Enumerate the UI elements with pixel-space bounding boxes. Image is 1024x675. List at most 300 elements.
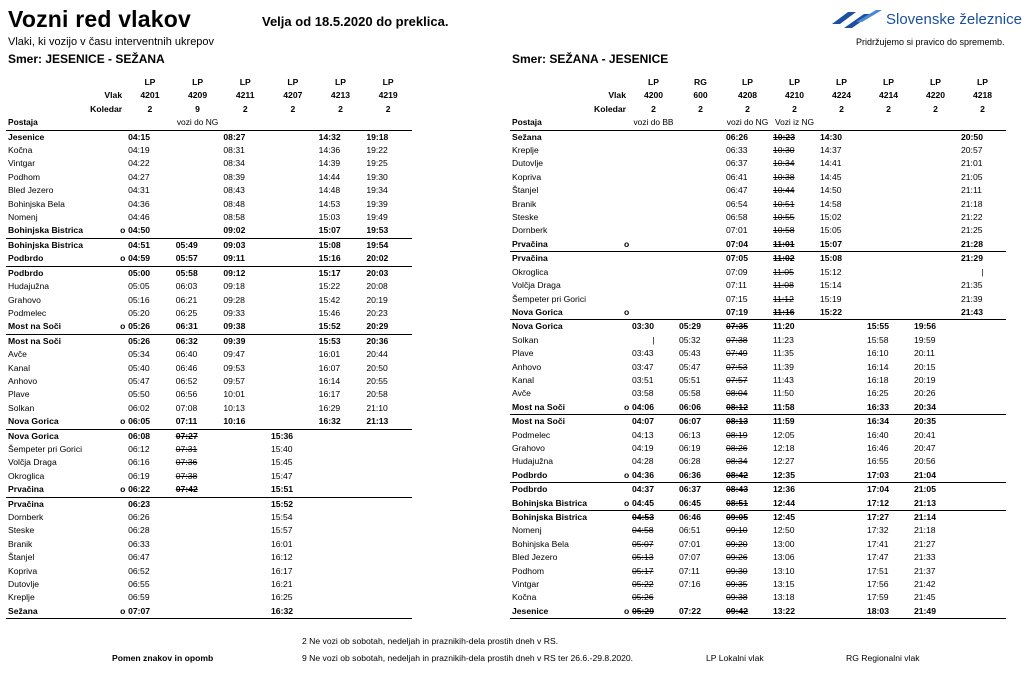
time-cell	[959, 469, 1006, 483]
time-value: 05:00	[128, 267, 151, 278]
cancelled-time: 08:04	[726, 388, 748, 399]
cancelled-time: 10:58	[773, 225, 795, 236]
table-row	[510, 293, 1006, 306]
time-value: 05:40	[128, 362, 150, 373]
station-name: Bohinjska Bela	[512, 538, 569, 549]
time-cell	[126, 415, 174, 429]
time-value: 07:11	[679, 565, 700, 576]
train-note: vozi do NG	[174, 116, 222, 130]
time-cell	[174, 443, 222, 456]
cancelled-time: 05:22	[632, 579, 654, 590]
time-cell	[818, 144, 865, 157]
station-name: Bled Jezero	[512, 552, 558, 563]
time-cell	[865, 144, 912, 157]
time-cell	[364, 538, 412, 551]
time-cell	[912, 266, 959, 279]
time-cell	[959, 483, 1006, 497]
time-value: 06:47	[726, 185, 748, 196]
table-row	[510, 130, 1006, 144]
time-value: 20:08	[366, 281, 388, 292]
time-value: 21:35	[961, 280, 983, 291]
footnote-9: 9 Ne vozi ob sobotah, nedeljah in praznikih-dela prostih dneh v RS ter 26.6.-29.8.2020.	[302, 653, 634, 663]
cancelled-time: 10:55	[773, 212, 795, 223]
table-row	[6, 184, 412, 197]
time-value: 06:40	[175, 349, 198, 360]
time-cell	[959, 347, 1006, 360]
time-value: 07:01	[726, 225, 748, 236]
time-cell	[317, 551, 365, 564]
time-cell	[912, 293, 959, 306]
station-name: Nomenj	[512, 525, 542, 536]
time-cell	[221, 157, 269, 170]
time-cell	[269, 252, 317, 266]
cancelled-time: 07:49	[726, 348, 748, 359]
cancelled-time: 04:58	[632, 525, 654, 536]
time-cell	[630, 157, 677, 170]
arrival-marker	[622, 524, 630, 537]
time-cell	[959, 361, 1006, 374]
time-cell	[959, 591, 1006, 604]
time-value: 15:47	[271, 470, 293, 481]
table-row	[510, 524, 1006, 537]
time-cell	[317, 362, 365, 375]
time-value: 20:15	[914, 361, 936, 372]
time-cell	[912, 238, 959, 252]
time-value: 06:52	[128, 565, 150, 576]
time-value: 14:50	[820, 185, 842, 196]
time-cell	[269, 578, 317, 591]
time-cell	[818, 347, 865, 360]
time-value: 15:05	[820, 225, 842, 236]
time-cell	[912, 455, 959, 468]
time-cell	[221, 565, 269, 578]
train-note	[677, 116, 724, 130]
station-name: Kočna	[512, 592, 537, 603]
train-note	[364, 116, 412, 130]
time-value: 04:19	[632, 442, 654, 453]
station-name: Most na Soči	[6, 320, 118, 334]
arrival-marker	[622, 266, 630, 279]
time-value: 06:28	[128, 525, 150, 536]
time-cell	[818, 524, 865, 537]
time-cell	[221, 497, 269, 511]
time-value: 19:54	[366, 239, 389, 250]
table-row	[6, 266, 412, 280]
cancelled-time: 05:07	[632, 538, 654, 549]
time-cell	[677, 361, 724, 374]
table-row	[6, 144, 412, 157]
time-cell	[818, 130, 865, 144]
time-cell	[724, 605, 771, 619]
time-cell	[771, 524, 818, 537]
time-cell	[912, 198, 959, 211]
cancelled-time: 10:51	[773, 198, 795, 209]
time-cell	[818, 387, 865, 400]
time-value: 20:57	[961, 145, 983, 156]
cancelled-time: 07:57	[726, 374, 748, 385]
arrival-marker: o	[622, 497, 630, 511]
time-cell	[317, 443, 365, 456]
time-cell	[174, 415, 222, 429]
time-value: 15:36	[271, 430, 294, 441]
time-cell	[959, 387, 1006, 400]
time-cell	[865, 497, 912, 511]
header-train-number-cell: 600	[693, 90, 708, 101]
time-value: 20:34	[914, 401, 936, 412]
station-name: Dutovlje	[8, 579, 40, 590]
station-name: Sežana	[6, 605, 118, 619]
time-cell	[269, 565, 317, 578]
header-station-notes	[6, 116, 412, 130]
time-value: 07:11	[175, 416, 198, 427]
time-cell	[912, 511, 959, 525]
arrival-marker	[622, 591, 630, 604]
time-cell	[818, 157, 865, 170]
time-cell	[771, 387, 818, 400]
header-train-number-cell: 4207	[283, 90, 303, 101]
time-cell	[221, 198, 269, 211]
header-train-number-cell: 4209	[188, 90, 208, 101]
cancelled-time: 08:43	[726, 484, 748, 495]
table-row	[6, 538, 412, 551]
time-cell	[912, 320, 959, 334]
table-row	[6, 402, 412, 415]
arrival-marker: o	[622, 469, 630, 483]
station-name: Kanal	[512, 374, 534, 385]
time-value: 09:18	[223, 281, 245, 292]
time-value: 15:16	[318, 253, 341, 264]
time-cell	[317, 157, 365, 170]
header-calendar-cell: 2	[338, 103, 343, 114]
validity-note: Velja od 18.5.2020 do preklica.	[262, 14, 449, 29]
header-train-number-cell: 4214	[878, 90, 899, 101]
time-cell	[126, 144, 174, 157]
time-cell	[269, 348, 317, 361]
station-name: Solkan	[8, 402, 35, 413]
time-value: 16:17	[318, 389, 341, 400]
time-cell	[818, 415, 865, 429]
time-cell	[724, 334, 771, 347]
time-cell	[771, 497, 818, 511]
time-cell	[912, 483, 959, 497]
time-cell	[818, 455, 865, 468]
time-cell	[630, 511, 677, 525]
time-cell	[174, 605, 222, 619]
time-cell	[630, 591, 677, 604]
station-name: Vintgar	[512, 579, 540, 590]
time-cell	[126, 578, 174, 591]
time-cell	[126, 456, 174, 469]
time-cell	[221, 443, 269, 456]
time-value: 21:29	[961, 253, 983, 264]
time-cell	[126, 184, 174, 197]
cancelled-time: 08:26	[726, 442, 748, 453]
header-train-type-cell: LP	[382, 77, 394, 87]
time-value: 17:12	[867, 497, 889, 508]
time-value: 16:14	[318, 375, 341, 386]
time-cell	[771, 157, 818, 170]
time-cell	[630, 266, 677, 279]
time-cell	[317, 538, 365, 551]
header-train-number-cell: 4201	[140, 90, 160, 101]
time-cell	[724, 347, 771, 360]
time-cell	[771, 401, 818, 415]
direction-left: Smer: JESENICE - SEŽANA	[8, 52, 165, 66]
time-value: 21:14	[914, 512, 936, 522]
time-value: 07:08	[175, 402, 198, 413]
station-name: Bohinjska Bistrica	[512, 512, 587, 522]
time-value: 17:27	[867, 512, 889, 522]
time-cell	[771, 551, 818, 564]
time-cell	[724, 538, 771, 551]
time-value: 06:08	[128, 430, 151, 441]
time-cell	[174, 511, 222, 524]
station-name: Anhovo	[8, 375, 38, 386]
time-value: 10:01	[223, 389, 245, 400]
time-cell	[221, 211, 269, 224]
time-value: 16:55	[867, 456, 889, 467]
time-cell	[269, 429, 317, 443]
table-row	[6, 157, 412, 170]
time-cell	[865, 171, 912, 184]
time-cell	[724, 238, 771, 252]
postaja-label: Postaja	[6, 116, 126, 130]
time-value: 07:16	[679, 579, 701, 590]
time-cell	[630, 551, 677, 564]
time-value: 17:56	[867, 579, 889, 590]
time-cell	[865, 320, 912, 334]
time-value: 03:51	[632, 374, 654, 385]
cancelled-time: 07:53	[726, 361, 748, 372]
time-cell	[818, 497, 865, 511]
time-cell	[865, 565, 912, 578]
time-cell	[818, 578, 865, 591]
arrival-marker	[118, 565, 126, 578]
time-cell	[677, 591, 724, 604]
table-row	[6, 348, 412, 361]
time-cell	[126, 538, 174, 551]
train-note	[317, 116, 365, 130]
time-cell	[771, 198, 818, 211]
time-cell	[724, 511, 771, 525]
time-value: 20:19	[914, 374, 936, 385]
time-cell	[174, 578, 222, 591]
arrival-marker	[118, 280, 126, 293]
time-cell	[364, 591, 412, 604]
time-cell	[630, 320, 677, 334]
train-note: vozi do BB	[630, 116, 677, 130]
time-value: 12:44	[773, 497, 795, 508]
time-value: 07:11	[726, 280, 747, 291]
time-cell	[912, 497, 959, 511]
table-row	[510, 361, 1006, 374]
time-value: 06:26	[128, 512, 150, 522]
time-value: 04:50	[128, 225, 151, 236]
cancelled-time: 10:44	[773, 185, 795, 196]
table-row	[6, 171, 412, 184]
cancelled-time: 11:16	[773, 306, 795, 317]
arrival-marker	[622, 442, 630, 455]
time-cell	[630, 578, 677, 591]
time-cell	[677, 224, 724, 237]
time-cell	[959, 320, 1006, 334]
time-cell	[174, 266, 222, 280]
cancelled-time: 09:35	[726, 579, 748, 590]
time-cell	[771, 429, 818, 442]
station-name: Bled Jezero	[8, 185, 54, 196]
time-cell	[317, 605, 365, 619]
time-value: 09:57	[223, 375, 245, 386]
time-value: 08:34	[223, 158, 245, 169]
time-value: 17:04	[867, 484, 889, 495]
time-value: 18:03	[867, 605, 889, 616]
time-value: 04:51	[128, 239, 151, 250]
time-cell	[364, 402, 412, 415]
time-cell	[364, 605, 412, 619]
time-cell	[317, 456, 365, 469]
header-calendar-cell: 2	[933, 103, 938, 114]
time-value: 06:56	[175, 389, 198, 400]
time-value: 12:45	[773, 512, 795, 522]
time-value: 12:18	[773, 442, 795, 453]
time-cell	[364, 443, 412, 456]
time-value: 21:18	[914, 525, 936, 536]
arrival-marker	[622, 565, 630, 578]
arrival-marker: o	[622, 306, 630, 320]
time-cell	[724, 483, 771, 497]
time-value: 20:23	[366, 307, 388, 318]
table-row	[510, 144, 1006, 157]
time-value: 16:34	[867, 416, 889, 427]
time-value: 16:01	[318, 349, 341, 360]
time-value: 06:19	[679, 442, 701, 453]
time-cell	[959, 497, 1006, 511]
time-cell	[677, 387, 724, 400]
table-row	[510, 347, 1006, 360]
time-cell	[771, 469, 818, 483]
time-cell	[677, 171, 724, 184]
time-cell	[174, 320, 222, 334]
time-cell	[818, 429, 865, 442]
header-train-type-cell: LP	[287, 77, 299, 87]
time-cell	[221, 415, 269, 429]
time-cell	[221, 348, 269, 361]
table-row	[6, 224, 412, 238]
time-cell	[221, 334, 269, 348]
station-name: Anhovo	[512, 361, 542, 372]
time-value: 05:58	[175, 267, 198, 278]
time-value: 03:58	[632, 388, 654, 399]
time-cell	[221, 144, 269, 157]
arrival-marker	[622, 578, 630, 591]
time-cell	[126, 238, 174, 252]
time-value: 19:53	[366, 225, 389, 236]
time-value: 16:01	[271, 538, 293, 549]
time-cell	[677, 565, 724, 578]
time-value: 04:27	[128, 171, 150, 182]
time-cell	[269, 497, 317, 511]
table-row	[510, 605, 1006, 619]
arrival-marker	[622, 320, 630, 334]
time-value: 13:18	[773, 592, 795, 603]
time-cell	[865, 578, 912, 591]
time-cell	[818, 511, 865, 525]
time-value: 12:05	[773, 429, 795, 440]
time-cell	[865, 605, 912, 619]
time-cell	[126, 497, 174, 511]
arrival-marker	[622, 293, 630, 306]
station-name: Šempeter pri Gorici	[512, 293, 587, 304]
station-name: Plave	[8, 389, 30, 400]
header-calendar-cell: 2	[745, 103, 750, 114]
time-cell	[630, 198, 677, 211]
time-value: 06:21	[175, 294, 198, 305]
table-row	[510, 238, 1006, 252]
train-note	[865, 116, 912, 130]
header-train-type-cell: LP	[192, 77, 204, 87]
time-cell	[959, 224, 1006, 237]
arrival-marker	[622, 279, 630, 292]
arrival-marker	[118, 443, 126, 456]
time-value: 11:35	[773, 348, 794, 359]
arrival-marker	[118, 524, 126, 537]
time-cell	[771, 184, 818, 197]
table-row	[6, 252, 412, 266]
header-calendar-cell: 2	[698, 103, 703, 114]
time-value: 15:03	[318, 212, 341, 223]
time-cell	[174, 483, 222, 497]
time-value: 11:59	[773, 416, 795, 427]
cancelled-time: 09:30	[726, 565, 748, 576]
time-cell	[771, 334, 818, 347]
time-value: 10:13	[223, 402, 245, 413]
time-cell	[959, 293, 1006, 306]
header-calendar-cell: 2	[290, 103, 296, 114]
time-cell	[865, 184, 912, 197]
footnote-2: 2 Ne vozi ob sobotah, nedeljah in praznikih-dela prostih dneh v RS.	[302, 636, 559, 646]
time-cell	[818, 279, 865, 292]
time-value: 13:10	[773, 565, 795, 576]
time-cell	[317, 524, 365, 537]
train-note	[126, 116, 174, 130]
cancelled-time: 08:19	[726, 429, 748, 440]
time-cell	[865, 252, 912, 266]
time-cell	[317, 238, 365, 252]
time-value: 05:34	[128, 349, 150, 360]
time-value: 21:05	[961, 171, 983, 182]
table-row	[510, 538, 1006, 551]
time-cell	[912, 171, 959, 184]
time-cell	[959, 184, 1006, 197]
time-cell	[724, 184, 771, 197]
train-note	[912, 116, 959, 130]
station-name: Nova Gorica	[512, 321, 563, 332]
time-value: 15:57	[271, 525, 293, 536]
station-name: Grahovo	[8, 294, 41, 305]
time-value: 17:32	[867, 525, 889, 536]
time-cell	[174, 348, 222, 361]
time-cell	[724, 320, 771, 334]
time-value: 15:14	[820, 280, 842, 291]
table-row	[510, 551, 1006, 564]
time-cell	[126, 280, 174, 293]
station-name: Hudajužna	[512, 456, 554, 467]
time-cell	[269, 280, 317, 293]
time-cell	[677, 347, 724, 360]
time-cell	[865, 374, 912, 387]
time-value: 21:18	[961, 198, 983, 209]
station-name: Nova Gorica	[510, 306, 622, 320]
